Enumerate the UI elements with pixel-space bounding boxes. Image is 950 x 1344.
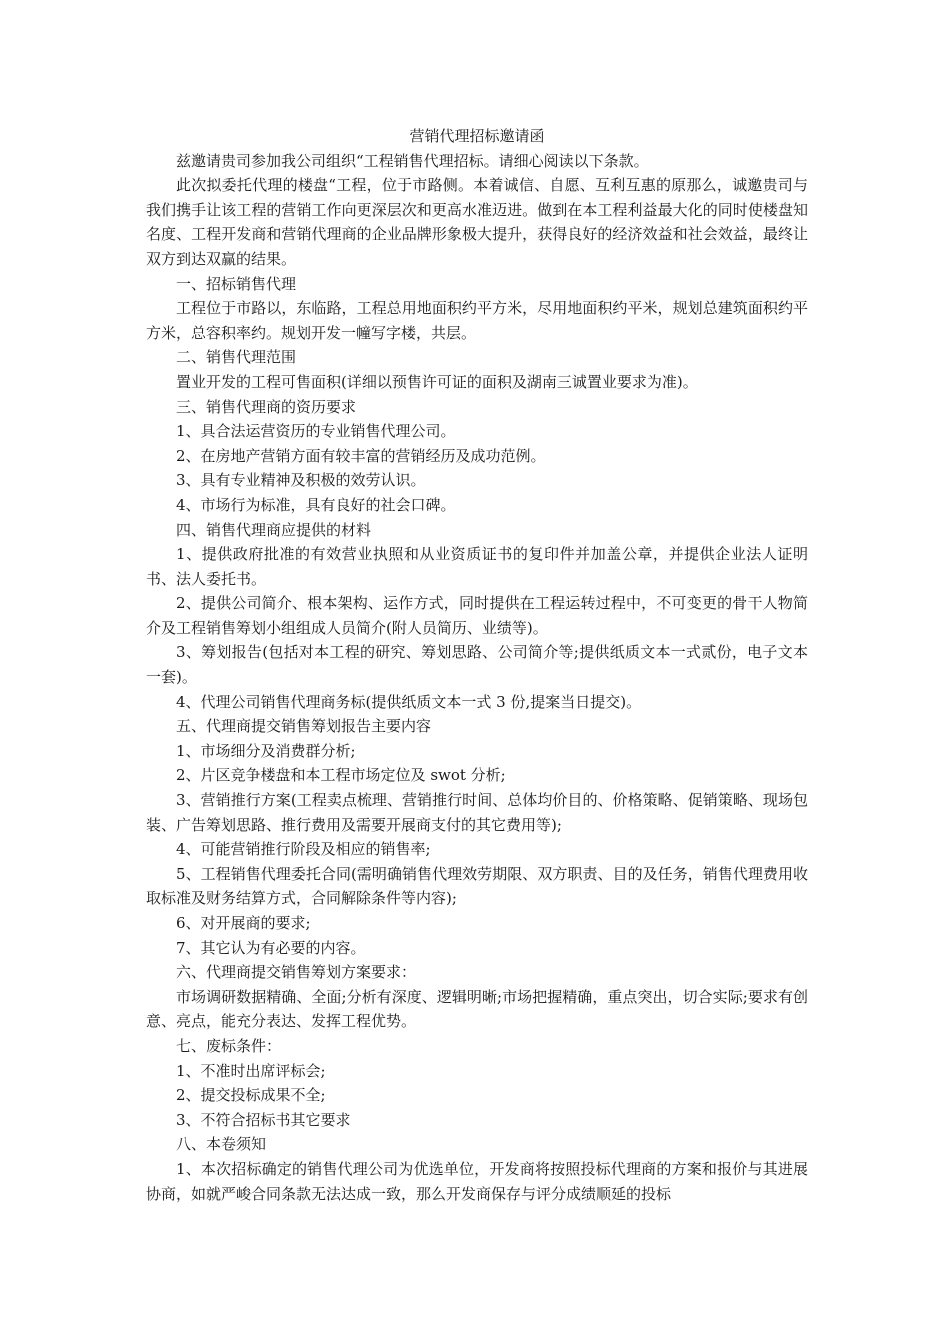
paragraph-project-info: 工程位于市路以，东临路，工程总用地面积约平方米，尽用地面积约平米，规划总建筑面积约平方米，总容积率约。规划开发一幢写字楼，共层。 — [146, 299, 808, 342]
section-heading-5: 五、代理商提交销售筹划报告主要内容 — [176, 717, 432, 736]
list-item: 2、提交投标成果不全; — [176, 1086, 326, 1105]
document-title: 营销代理招标邀请函 — [409, 127, 545, 145]
list-item: 2、在房地产营销方面有较丰富的营销经历及成功范例。 — [176, 446, 546, 465]
section-heading-3: 三、销售代理商的资历要求 — [176, 397, 357, 416]
list-item: 1、具合法运营资历的专业销售代理公司。 — [176, 422, 456, 441]
section-heading-4: 四、销售代理商应提供的材料 — [176, 520, 372, 539]
list-item: 2、片区竞争楼盘和本工程市场定位及 swot 分析; — [176, 766, 506, 785]
paragraph-invitation: 兹邀请贵司参加我公司组织“工程销售代理招标。请细心阅读以下条款。 — [176, 151, 649, 170]
list-item: 4、代理公司销售代理商务标(提供纸质文本一式 3 份,提案当日提交)。 — [176, 692, 642, 711]
paragraph-intro: 此次拟委托代理的楼盘“工程，位于市路侧。本着诚信、自愿、互利互惠的原那么，诚邀贵司与我们携手让该工程的营销工作向更深层次和更高水准迈进。做到在本工程利益最大化的同时使楼盘知名度、工程开发商和营销代理商的企业品牌形象极大提升，获得良好的经济效益和社会效益，最终让双方到达双赢的结果。 — [146, 176, 808, 268]
section-heading-1: 一、招标销售代理 — [176, 274, 297, 293]
section-heading-8: 八、本卷须知 — [176, 1135, 267, 1154]
section-heading-7: 七、废标条件： — [176, 1036, 282, 1055]
list-item: 1、不准时出席评标会; — [176, 1061, 326, 1080]
list-item: 4、可能营销推行阶段及相应的销售率; — [176, 840, 431, 859]
list-item: 3、筹划报告(包括对本工程的研究、筹划思路、公司简介等;提供纸质文本一式贰份，电子文本一套)。 — [146, 643, 808, 687]
list-item: 5、工程销售代理委托合同(需明确销售代理效劳期限、双方职责、目的及任务，销售代理费用收取标准及财务结算方式，合同解除条件等内容); — [146, 864, 808, 908]
paragraph-scope: 置业开发的工程可售面积(详细以预售许可证的面积及湖南三诚置业要求为准)。 — [176, 372, 698, 391]
list-item: 6、对开展商的要求; — [176, 914, 311, 932]
list-item: 1、市场细分及消费群分析; — [176, 741, 356, 760]
list-item: 1、本次招标确定的销售代理公司为优选单位，开发商将按照投标代理商的方案和报价与其进展协商，如就严峻合同条款无法达成一致，那么开发商保存与评分成绩顺延的投标 — [146, 1159, 808, 1203]
paragraph-requirements: 市场调研数据精确、全面;分析有深度、逻辑明晰;市场把握精确，重点突出，切合实际;要求有创意、亮点，能充分表达、发挥工程优势。 — [146, 987, 808, 1031]
document-page — [146, 124, 808, 1206]
list-item: 3、不符合招标书其它要求 — [176, 1110, 351, 1129]
list-item: 4、市场行为标准，具有良好的社会口碑。 — [176, 495, 456, 514]
list-item: 3、营销推行方案(工程卖点梳理、营销推行时间、总体均价目的、价格策略、促销策略、现场包装、广告筹划思路、推行费用及需要开展商支付的其它费用等); — [146, 791, 808, 834]
section-heading-6: 六、代理商提交销售筹划方案要求： — [176, 963, 417, 982]
section-heading-2: 二、销售代理范围 — [176, 348, 297, 367]
list-item: 3、具有专业精神及积极的效劳认识。 — [176, 471, 426, 490]
list-item: 2、提供公司简介、根本架构、运作方式，同时提供在工程运转过程中，不可变更的骨干人物简介及工程销售筹划小组组成人员简介(附人员简历、业绩等)。 — [146, 594, 808, 637]
list-item: 7、其它认为有必要的内容。 — [176, 938, 366, 957]
list-item: 1、提供政府批准的有效营业执照和从业资质证书的复印件并加盖公章，并提供企业法人证明书、法人委托书。 — [146, 545, 808, 588]
